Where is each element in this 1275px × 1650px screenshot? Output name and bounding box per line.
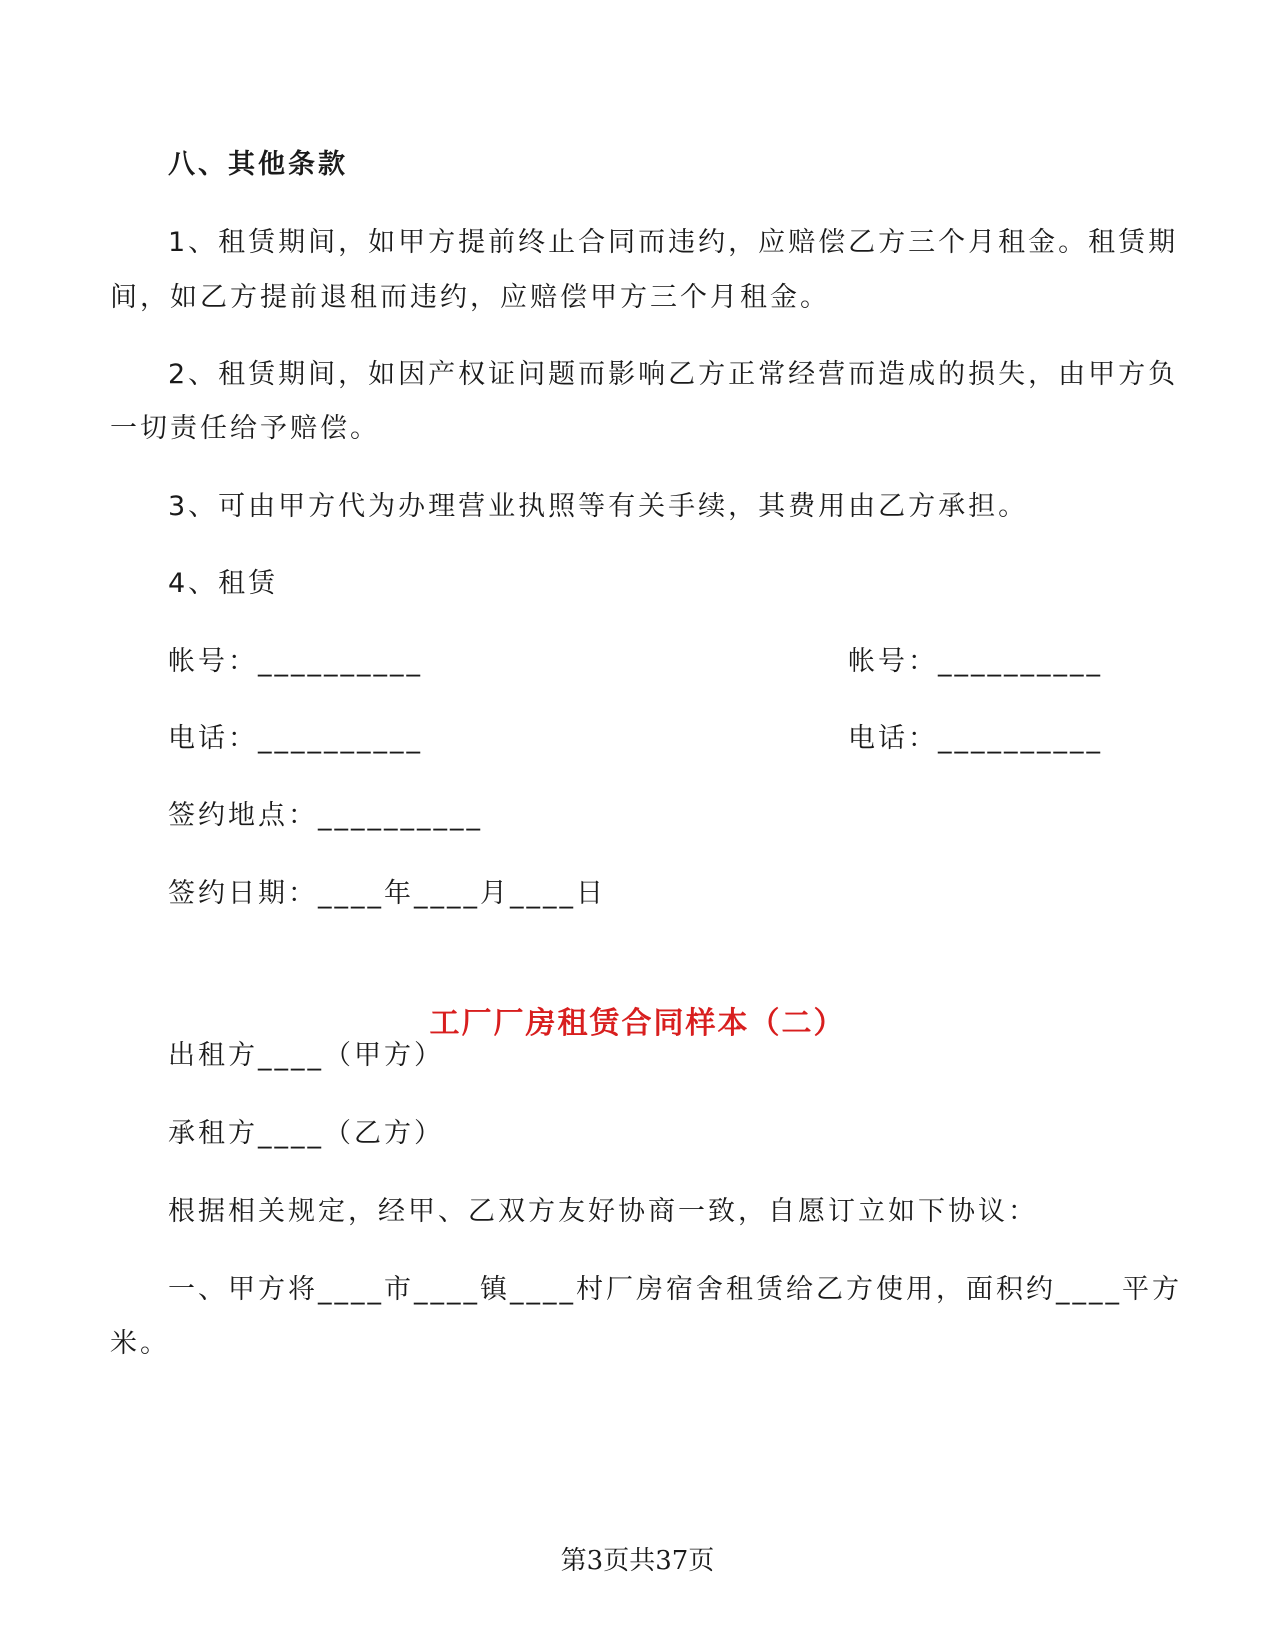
clause-1-line-1: 1、租赁期间，如甲方提前终止合同而违约，应赔偿乙方三个月租金。租赁期 xyxy=(168,227,1179,258)
section-heading: 八、其他条款 xyxy=(168,149,348,180)
item-1-line-2: 米。 xyxy=(110,1328,170,1359)
contract-2-title: 工厂厂房租赁合同样本（二） xyxy=(429,1006,846,1041)
phone-right: 电话：__________ xyxy=(848,723,1103,754)
clause-1-line-2: 间，如乙方提前退租而违约，应赔偿甲方三个月租金。 xyxy=(110,282,830,313)
signing-place: 签约地点：__________ xyxy=(168,800,483,831)
item-1-line-1: 一、甲方将____市____镇____村厂房宿舍租赁给乙方使用，面积约____平方 xyxy=(168,1274,1182,1305)
lessee-line: 承租方____（乙方） xyxy=(168,1118,444,1149)
lessor-line: 出租方____（甲方） xyxy=(168,1040,444,1071)
clause-2-line-1: 2、租赁期间，如因产权证问题而影响乙方正常经营而造成的损失，由甲方负 xyxy=(168,359,1179,390)
clause-2-line-2: 一切责任给予赔偿。 xyxy=(110,413,380,444)
clause-3: 3、可由甲方代为办理营业执照等有关手续，其费用由乙方承担。 xyxy=(168,491,1029,522)
signing-date: 签约日期：____年____月____日 xyxy=(168,878,606,909)
clause-4: 4、租赁 xyxy=(168,568,279,599)
account-right: 帐号：__________ xyxy=(848,646,1103,677)
account-left: 帐号：__________ xyxy=(168,646,423,677)
page-number-footer: 第3页共37页 xyxy=(560,1546,715,1576)
agreement-intro: 根据相关规定，经甲、乙双方友好协商一致，自愿订立如下协议： xyxy=(168,1196,1038,1227)
phone-left: 电话：__________ xyxy=(168,723,423,754)
